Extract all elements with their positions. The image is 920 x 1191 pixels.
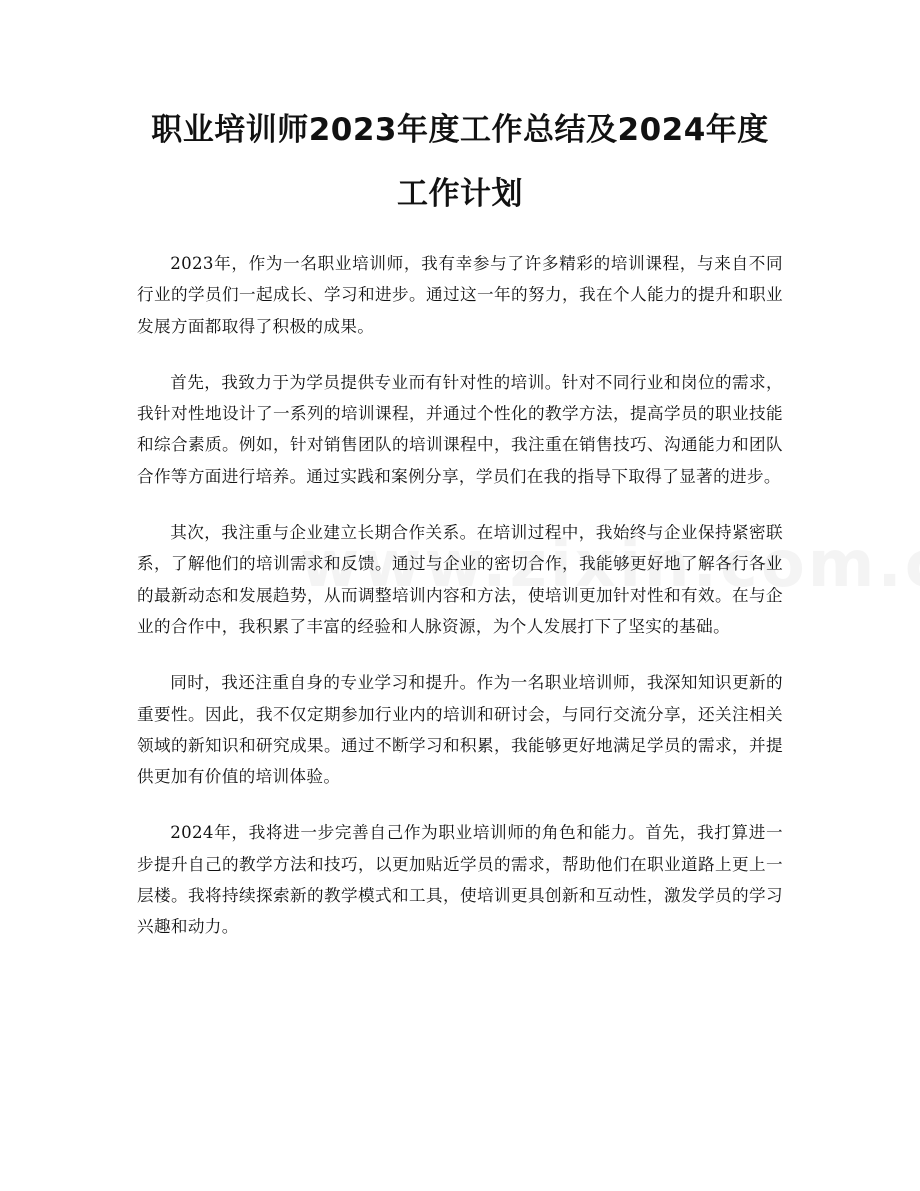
paragraph-1: 2023年，作为一名职业培训师，我有幸参与了许多精彩的培训课程，与来自不同行业的学员们一起成长、学习和进步。通过这一年的努力，我在个人能力的提升和职业发展方面都取得了积极的成果。 [137, 254, 783, 336]
document-body [137, 248, 783, 968]
document-title [100, 98, 820, 226]
paragraph-3: 其次，我注重与企业建立长期合作关系。在培训过程中，我始终与企业保持紧密联系，了解他们的培训需求和反馈。通过与企业的密切合作，我能够更好地了解各行各业的最新动态和发展趋势，从而调整培训内容和方法，使培训更加针对性和有效。在与企业的合作中，我积累了丰富的经验和人脉资源，为个人发展打下了坚实的基础。 [137, 523, 783, 636]
paragraph-4: 同时，我还注重自身的专业学习和提升。作为一名职业培训师，我深知知识更新的重要性。因此，我不仅定期参加行业内的培训和研讨会，与同行交流分享，还关注相关领域的新知识和研究成果。通过不断学习和积累，我能够更好地满足学员的需求，并提供更加有价值的培训体验。 [137, 673, 783, 787]
paragraph-5: 2024年，我将进一步完善自己作为职业培训师的角色和能力。首先，我打算进一步提升自己的教学方法和技巧，以更加贴近学员的需求，帮助他们在职业道路上更上一层楼。我将持续探索新的教学模式和工具，使培训更具创新和互动性，激发学员的学习兴趣和动力。 [137, 823, 783, 937]
title-line-1: 职业培训师2023年度工作总结及2024年度 [151, 112, 769, 148]
title-line-2: 工作计划 [397, 176, 523, 212]
paragraph-2: 首先，我致力于为学员提供专业而有针对性的培训。针对不同行业和岗位的需求，我针对性地设计了一系列的培训课程，并通过个性化的教学方法，提高学员的职业技能和综合素质。例如，针对销售团队的培训课程中，我注重在销售技巧、沟通能力和团队合作等方面进行培养。通过实践和案例分享，学员们在我的指导下取得了显著的进步。 [137, 372, 783, 486]
